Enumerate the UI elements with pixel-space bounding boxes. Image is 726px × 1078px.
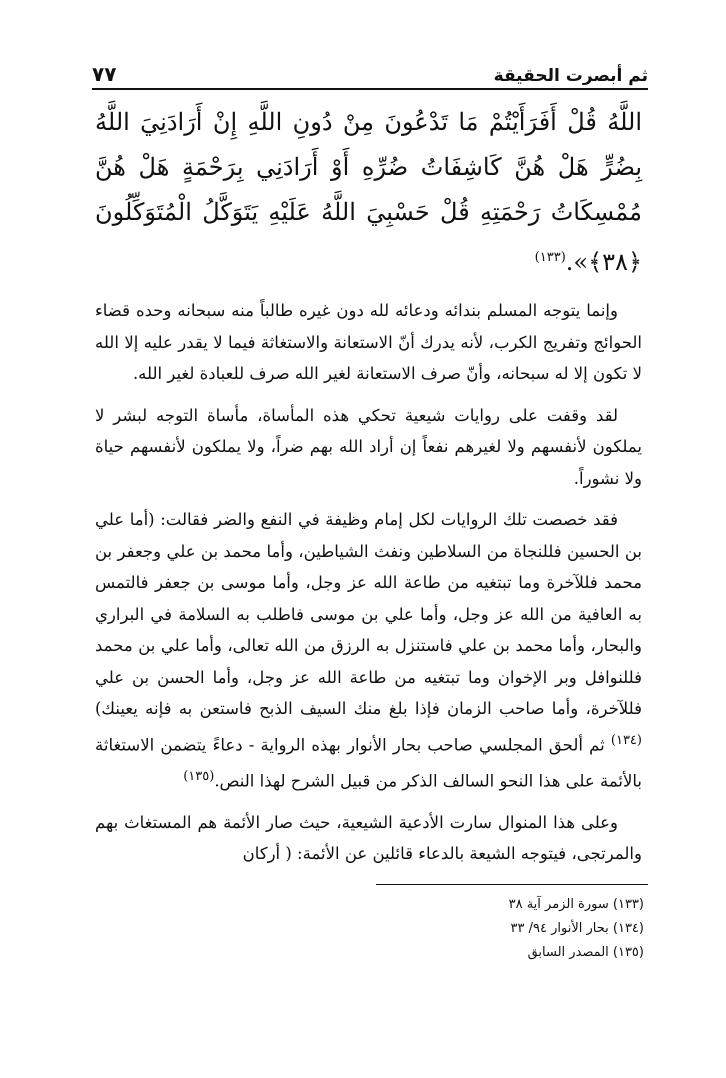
- footnotes: [244, 893, 644, 965]
- paragraph-2: لقد وقفت على روايات شيعية تحكي هذه المأساة، مأساة التوجه لبشر لا يملكون لأنفسهم ولا لغيرهم نفعاً إن أراد الله بهم ضراً، ولا يملكون لأنفسهم حياة ولا نشوراً.: [95, 405, 642, 488]
- paragraph-4: وعلى هذا المنوال سارت الأدعية الشيعية، حيث صار الأئمة هم المستغاث بهم والمرتجى، فيتوجه الشيعة بالدعاء قائلين عن الأئمة: ( أركان: [95, 812, 642, 863]
- footnote-ref-134: (١٣٤): [610, 732, 642, 748]
- footnote-133: (١٣٣) سورة الزمر آية ٣٨: [508, 897, 644, 912]
- footnote-135: (١٣٥) المصدر السابق: [527, 945, 644, 960]
- footnote-divider: [376, 884, 648, 885]
- page-number: ٧٧: [92, 62, 117, 86]
- footnote-134: (١٣٤) بحار الأنوار ٩٤/ ٣٣: [510, 921, 644, 936]
- footnote-ref-133: (١٣٣): [534, 250, 566, 265]
- running-header: [92, 58, 648, 90]
- quran-verse: [95, 100, 642, 285]
- footnote-ref-135: (١٣٥): [183, 768, 215, 784]
- paragraph-1: وإنما يتوجه المسلم بندائه ودعائه لله دون غيره طالباً منه سبحانه وحده قضاء الحوائج وتفريج الكرب، لأنه يدرك أنّ الاستعانة والاستغاثة فيما لا يقدر عليه إلا الله لا تكون إلا له سبحانه، وأنّ صرف الاستعانة لغير الله صرف للعبادة لغير الله.: [95, 301, 642, 383]
- running-title: ثم أبصرت الحقيقة: [493, 66, 648, 86]
- paragraph-3: [95, 504, 642, 797]
- quran-verse-text: اللَّهُ قُلْ أَفَرَأَيْتُمْ مَا تَدْعُونَ مِنْ دُونِ اللَّهِ إِنْ أَرَادَنِيَ اللَّهُ بِضُرٍّ هَلْ هُنَّ كَاشِفَاتُ ضُرِّهِ أَوْ أَرَادَنِي بِرَحْمَةٍ هَلْ هُنَّ مُمْسِكَاتُ رَحْمَتِهِ قُلْ حَسْبِيَ اللَّهُ عَلَيْهِ يَتَوَكَّلُ الْمُتَوَكِّلُونَ ﴿٣٨﴾».: [95, 108, 642, 276]
- main-text: [95, 100, 642, 880]
- paragraph-3-text-b: ثم ألحق المجلسي صاحب بحار الأنوار بهذه الرواية - دعاءً يتضمن الاستغاثة بالأئمة على هذا النحو السالف الذكر من قبيل الشرح لهذا النص.: [95, 735, 642, 790]
- paragraph-3-text-a: فقد خصصت تلك الروايات لكل إمام وظيفة في النفع والضر فقالت: (أما علي بن الحسين فللنجاة من السلاطين ونفث الشياطين، وأما محمد بن علي وجعفر بن محمد فللآخرة وما تبتغيه من طاعة الله عز وجل، وأما موسى بن جعفر فالتمس به العافية من الله عز وجل، وأما علي بن موسى فاطلب به السلامة في البراري والبحار، وأما محمد بن علي فاستنزل به الرزق من الله تعالى، وأما علي بن محمد فللنوافل وبر الإخوان وما تبتغيه من طاعة الله عز وجل، وأما الحسن بن علي فللآخرة، وأما صاحب الزمان فإذا بلغ منك السيف الذبح فاستعن به فإنه يعينك): [95, 510, 642, 718]
